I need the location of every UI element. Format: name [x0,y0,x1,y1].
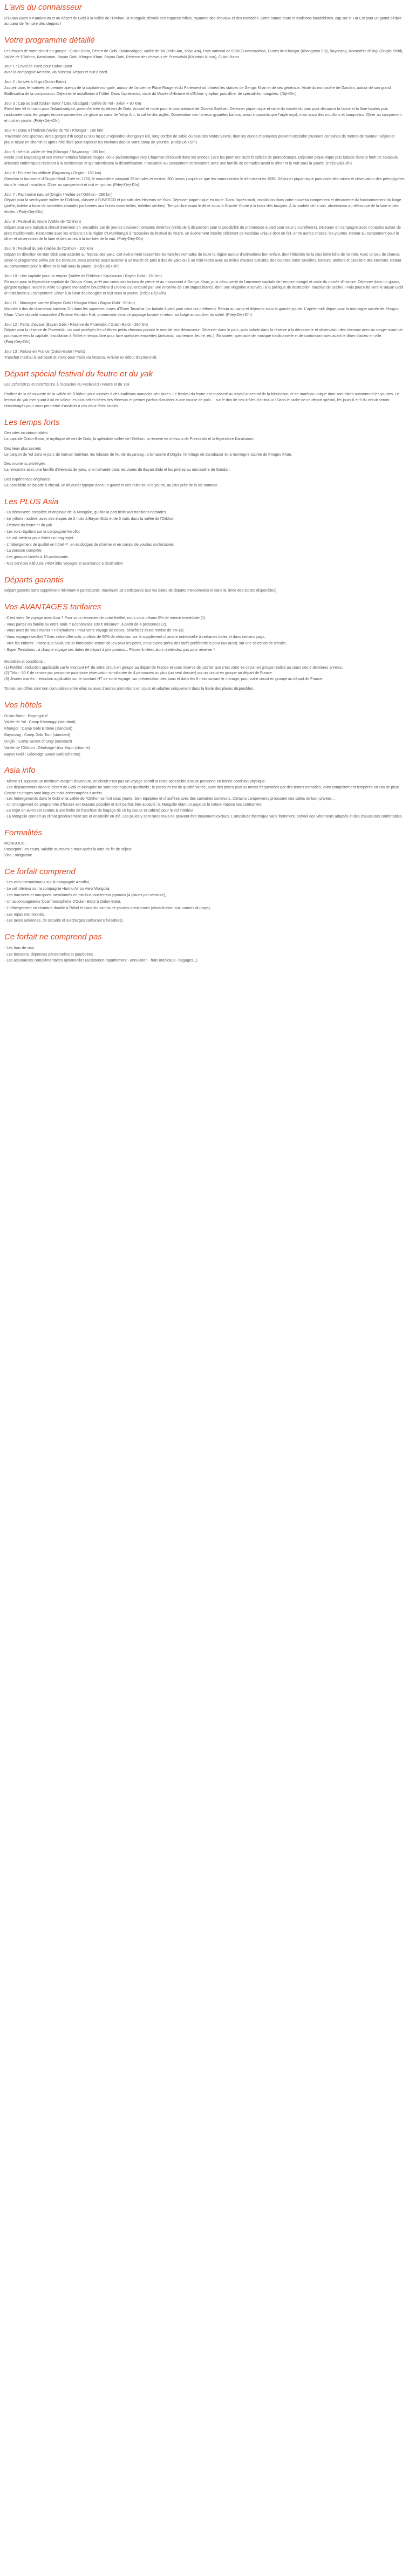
avantages-notes: Modalités et conditions : (1) Fidélité : réduction applicable sur le montant HT de votre circuit en groupe au départ de France et sous réserve de justifier que c'est votre 3e circuit en groupe réalisé au cours des 6 dernières années. (2) Tribu : 50 € de remise par personne pour toute réservation simultanée de 4 personnes ou plus (un seul dossier) sur un circuit en groupe au départ de France. (3) Jeunes mariés : réduction applicable sur le montant HT de votre voyage, sur présentation des bans et dans les 6 mois suivant le mariage, pour votre circuit en groupe au départ de France. [4,660,343,682]
comprend-item: - Les repas mentionnés, [4,912,45,917]
plus-item: - Le rythme modéré, avec des étapes de 2 nuits à Bayan Gobi et de 3 nuits dans la vallée de l'Orkhon [4,517,174,521]
section-asia-info [4,765,405,820]
page [0,0,409,980]
hotel-item: Ongiin : Camp Secret of Ongi (standard) [4,739,72,744]
days-list [4,64,405,361]
plus-item: - Les groupes limités à 18 participants [4,555,68,560]
avantage-item: - Vous partez en famille ou entre amis ? Économisez 100 € minimum, à partir de 4 personnes (2). [4,622,167,627]
section-title: Formalités [4,828,43,837]
day-item: Jour 8 : Festival du feutre (Vallée de l'Orkhon) Départ pour une balade à cheval d'environ 2h, encadrée par de jeunes cavaliers nomades émérites (véhicule à disposition pour la possibilité de promenade à pied pour ceux qui préfèrent). Déjeuner en campagne avec nomades autour de plats traditionnels. Rencontre avec les artisans de la région d'Uvurkhangai à l'occasion du festival du feutre, un évènement insolite célébrant ce matériau unique dont on fait, entre autres choses, les yourtes. Retour au campement pour le dîner et observation de la lune et des astres à la tombée de la nuit. (Pdéj+Déj+Dîn) [4,219,401,242]
plus-item: - La pension complète [4,549,42,553]
section-title: Ce forfait ne comprend pas [4,932,102,942]
section-title: Asia info [4,766,36,775]
section-title: Départs garantis [4,575,64,585]
section-title: Ce forfait comprend [4,867,76,876]
day-item: Jour 2 : Arrivée à Urga (Oulan-Bator) Accueil dans le matinée, et premier aperçu de la capitale mongole, autour de l'ancienne Place Rouge et du Parlement où trônent les statues de Gengis Khan et de ses généraux. Visite du monastère de Gandan, autour de son grand Bodhisattva de la compassion. Déjeuner et installation à l'hôtel. Dans l'après-midi, visite du Musée d'Histoire et d'Ethno- graphie, puis dîner de spécialités mongoles. (Dîjt+Dîn) [4,80,391,96]
section-title: L'avis du connaisseur [4,3,82,12]
comprend-item: - Les vols internationaux sur la compagnie Aeroflot, [4,881,90,885]
day-item: Jour 4 : Dune à l'horizon (Vallée de Yol / Khongor - 180 km) Traversée des spectaculaires gorges d'Ih Bogd (2 900 m) pour rejoindre Khongoryn Els, long cordon de sable où plus des Monts Sevrei, dont les dunes chantantes peuvent atteindre plusieurs centaines de mètres de hauteur. Déjeuner pique-nique en chemin et après-midi libre pour explorer les environs depuis votre camp de yourtes. (Pdéj+Déj+Dîn) [4,128,395,145]
plus-list [4,510,405,567]
section-temps-forts [4,417,405,489]
ne-comprend-list [4,946,405,965]
comprend-list [4,880,405,924]
avantage-item: - Vous voyagez seul(e) ? Avec notre offre solo, profitez de 50% de réduction sur le supplément chambre individuelle à certaines dates et dans certains pays. [4,635,265,640]
depart-dates: Les 22/07/2019 et 23/07/2019, à l'occasion du Festival du Feutre et du Yak [4,383,129,387]
comprend-item: - Les transferts et transports mentionnés en minibus tout-terrain japonais (4 places par véhicule), [4,894,166,898]
section-title: Vos hôtels [4,700,42,710]
depart-text: Profitez de la découverte de la vallée de l'Orkhon pour assister à des traditions nomades séculaires. Le festival du feutre est consacré au travail ancestral de la fabrication de ce matériau unique dont sont faites notamment les yourtes. Le festival du yak met quant à lui en valeur les plus belles bêtes des éleveurs et permet parfois d'assister à une course de polo… sur le dos de ces drôles d'animaux ! Dans le cadre de ce départ spécial, les jours 8 et 9 du circuit seront réaménagés pour vous permettre d'assister à ces deux fêtes locales. [4,393,399,408]
day-item: Jour 9 : Festival du yak (Vallée de l'Orkhon - 100 km) Départ en direction de Batt Ölzii pour assister au festival des yaks. Cet événement rassemble les familles nomades de toute la région autour d'animations bon enfant, dont l'élection de la plus belle bête de l'année. Avec un peu de chance, selon le programme prévu par les éleveurs, vous pourrez aussi assister à un match de polo à dos de yaks ou à un mini-rodéo avec au milieu d'autres activités, des courses entre cavaliers, lutteurs, archers et cavaliers des environs. Retour au campement pour le dîner et la nuit sous la yourte. (Pdéj+Déj+Dîn) [4,247,401,269]
day-item: Jour 3 : Cap au Sud (Oulan-Bator / Dalandzadgad / Vallée de Yol - avion + 90 km) Envol très tôt le matin pour Dalandzadgad, porte d'entrée du désert de Gobi. Accueil et route pour le parc national de Gurvan Saikhan. Déjeuner pique-nique et visite du musée du parc pour découvrir la faune et la flore locales puis randonnée dans les gorges encore parsemées de glace au cœur de Yolyn Am, la vallée des aigles. Observation des fameux gypaètes barbus, aussi imposants que l'aigle royal, mais aussi des mouflons et bouquetins. Dîner au campement et nuit en yourte. (Pdéj+Déj+Dîn) [4,101,402,123]
section-ne-comprend [4,932,405,964]
forts-text: Des lieux plus secrets Le canyon de Yol dans le parc de Gurvan Saikhan, les falaises de feu de Bayanzag, la lamaserie d'Ongiin, l'ermitage de Zanabazar et la montagne sacrée de Khogno Khan. [4,446,292,457]
forts-text: Des expériences originales La possibilité de balade à cheval, un déjeuner typique dans un guanz et des nuits sous la yourte, au plus près de la vie nomade. [4,478,219,487]
section-plus-asia [4,497,405,567]
section-programme [4,35,405,361]
plus-item: - Le vol intérieur pour éviter un long trajet [4,536,73,540]
avantages-footer: Toutes ces offres sont non cumulables entre elles ou avec d'autres promotions en cours et valables uniquement dans la limite des places disponibles. [4,687,254,691]
section-title: Vos AVANTAGES tarifaires [4,602,101,612]
comprend-item: - Un accompagnateur local francophone d'Oulan-Bator à Oulan-Bator, [4,899,121,904]
forts-text: Des sites incontournables La capitale Oulan-Bator, le mythique désert de Gobi, la splendide vallée de l'Orkhon, la réserve de chevaux de Przevalski et la légendaire Karakorum. [4,431,255,441]
avantage-item: - C'est votre 3e voyage avec Asia ? Pour vous remercier de votre fidélité, nous vous offrons 5% de remise immédiate (1). [4,616,207,620]
hotel-item: Bayanzag : Camp Gobi Tour (standard) [4,733,70,738]
section-formalites [4,828,405,859]
plus-item: - La découverte complète et originale de la Mongolie, qui fait la part belle aux traditions nomades [4,511,166,515]
day-item: Jour 13 : Retour en France (Oulan-Bator / Paris) Transfert matinal à l'aéroport et envol pour Paris via Moscou. Arrivée en début d'après-midi. [4,349,158,360]
avantages-list [4,616,405,654]
section-departs-garantis [4,575,405,594]
formalites-text: MONGOLIE : Passeport : en cours, valable au moins 6 mois après la date de fin de séjour. Visa : obligatoire. [4,842,132,857]
ne-comprend-item: - Les frais de visa [4,946,34,950]
section-title: Votre programme détaillé [4,36,95,45]
hotel-item: Vallée de l'Orkhon : Géolodge Ursa Major (charme) [4,746,90,750]
day-item: Jour 11 : Montagne sacrée (Bayan Gobi / Khogno Khan / Bayan Gobi - 60 km) Matinée à dos de chameaux bactrien 2h) dans les superbes dunes d'Elsen Tasarhai (ou balade à pied pour ceux qui préfèrent). Retour au camp et déjeuner sous la grande yourte. L'après-midi départ pour la montagne sacrée de Khogno Khan. Visite du petit monastère d'Erdene Hambiin Hiid, promenade dans ce paysage lunaire et retour au lodge au coucher du soleil. (Pdéj+Déj+Dîn) [4,301,399,317]
comprend-item: - L'hébergement en chambre double à l'hôtel et dans les camps de yourtes mentionnés (classification aux normes du pays), [4,906,211,910]
comprend-item: - Les taxes aériennes, de sécurité et surcharges carburant (révisables). [4,919,124,923]
comprend-item: - Le vol intérieur sur la compagnie Hunnu Air ou Aero Mongolia, [4,887,111,891]
plus-item: - L'hébergement de qualité en hôtel 4*, en écolodges de charme et en camps de yourtes confortables [4,542,174,547]
day-item: Jour 7 : Patrimoine naturel (Ongiin / Vallée de l'Orkhon - 290 km) Départ pour la verdoyante vallée de l'Orkhon, classée à l'UNESCO et paradis des éleveurs de Yaks. Déjeuner pique-nique en route. Dans l'après-midi, installation dans votre nouveau campement et découverte du fonctionnement du lodge (poêle, toilette à base de serviettes chaudes parfumées aux huiles essentielles, toilettes sèches). Temps libre avant le dîner sous la Grande Yourte à la lueur des bougies. À la tombée de la nuit, observation au télescope de la lune et des étoiles. (Pdéj+Déj+Dîn) [4,193,401,215]
garantis-text: Départ garantis sans supplément minimum 6 participants, maximum 18 participants (sur les dates de départs mentionnées et dans la limite des stocks disponibles). [4,589,278,593]
section-title: Les PLUS Asia [4,497,59,506]
avantage-item: - Vous avez de vous marier ? Félicitations ! Pour votre voyage de noces, bénéficiez d'une remise de 5% (3). [4,629,185,633]
ne-comprend-item: - Les assurances complémentaires optionnelles (assistance-rapatriement - annulation - frais médicaux - bagages...) [4,959,197,963]
section-hotels [4,700,405,758]
programme-intro: Les étapes de votre circuit en groupe : Oulan-Bator, Désert de Gobi, Dalanzadgad, Vallée de Yol (Yolin Am, Yolyn Am), Parc national de Gobi Gurvansaikhan, Dunes de Khongor (Khongoryn Els), Bayanzag, Monastère d'Ongi (Ongiin Khiid), Vallée de l'Orkhon, Karakorum, Bayan Gobi, Khogno Khan, Bayan Gobi, Réserve des chevaux de Przewalski (Khustain Nuruu), Oulan-Bator. [4,49,404,59]
hotel-item: Khongor : Camp Gobi Erdene (standard) [4,727,73,731]
section-title: Les temps forts [4,417,60,427]
plus-item: - Festival du feutre et du yak [4,523,52,527]
hotel-item: Bayan Gobi : Géolodge Sweet Gobi (charme) [4,752,80,757]
avantage-item: - Vive les enfants : Parce que l'Asia est un formidable terrain de jeu pour les petits, nous avons prévu des tarifs préférentiels pour eux aussi, sur une sélection de circuits. [4,642,287,646]
plus-item: - Les vols réguliers sur la compagnie Aeroflot [4,530,80,534]
day-item: Jour 5 : Vers la vallée de feu (Khongor / Bayanzag - 180 km) Route pour Bayanzag et ses monumentales falaises rouges, où le paléontologue Roy Chapman découvrit dans les années 1920 les premiers œufs fossilisés de protocératops. Déjeuner pique-nique puis balade dans la forêt de saxaouls, arbustes endémiques résistant à la sécheresse et qui ralentissent la désertification. Installation au campement et rencontre avec une famille de nomades avant le dîner et la nuit sous la yourte. (Pdéj+Déj+Dîn) [4,150,399,166]
section-text: D'Oulan-Bator à Karakorum et au désert de Gobi à la vallée de l'Orkhon, la Mongolie dévoile ses espaces infinis, royaume des chevaux et des nomades. Entre nature brute et traditions bouddhistes, cap sur le Far Est pour un grand périple au cœur de l'empire des steppes ! [4,16,402,26]
section-avantages [4,602,405,692]
hotel-item: Oulan-Bator : Bayangol 4* [4,714,49,718]
section-title: Départ spécial festival du feutre et du yak [4,369,153,379]
plus-item: - Nos services Allô Asia 24/24 inbo voyages et assistance à destination [4,562,123,566]
day-item: Jour 1 : Envol de Paris pour Oulan-Bator avec la compagnie Aeroflot, via Moscou. Repas et nuit à bord. [4,65,108,75]
day-item: Jour 10 : Une capitale pour un empire (Vallée de l'Orkhon / Karakorum / Bayan Gobi - 180 km) En route pour la légendaire capitale de Gengis Khan, arrêt aux curieuses tortues de pierre et au monument à Gengis Khan, puis découverte de l'ancienne capitale de l'empire mongol et visite du musée d'histoire. Déjeuner dans un guanz, gargote typique, avant la visite du grand monastère bouddhiste d'Erdene Zuu entouré par une enceinte de 108 stupas blancs, dont une vingtaine a survécu à la politique de destruction massive de Staline ! Puis poursuite vers le Bayan Gobi et installation au campement. Dîner à la lueur des bougies et nuit sous la yourte. (Pdéj+Déj+Dîn) [4,274,404,296]
avantage-item: - Super Tentations : à chaque voyage ses dates de départ à prix promos... Places limitées alors n'attendez pas pour réserver ! [4,648,215,652]
info-text: - Même s'il suppose un minimum d'esprit d'aventure, ce circuit n'est pas un voyage sportif et reste accessible à toute personne en bonne condition physique. - Les déplacements dans le désert de Gobi et Mongolie ne sont pas toujours qualitatifs ; le parcours est de qualité variée, avec des pistes plus ou moins fréquentées par des tentes nomades, voire complètement tempérés en cas de pluie. Certaines étapes sont longues mais entrecoupées d'arrêts. - Les hébergements dans le Gobi et la vallée de l'Orkhon se font sous yourte, bien équipées et chauffées avec des sanitaires communs. Certains campements proposent des salles de bain privées... - Un changement de programme d'horaire est toujours possible et doit parfois être accepté, la Mongolie étant un pays où la nature impose ses contraintes. - Le trajet en avion est soumis à une limite de franchise de bagage de 15 kg (soute et cabine) pour le vol intérieur. - La Mongolie connaît un climat généralement sec et ensoleillé en été. Les pluies y sont rares mais ne peuvent être totalement exclues. L'amplitude thermique varie fortement, prévoir des vêtements adaptés et des chaussures confortables. [4,779,403,819]
hotel-item: Vallée de Yol : Camp Khatanggi (standard) [4,720,76,725]
section-depart-special [4,369,405,410]
section-avis [4,2,405,28]
hotels-list [4,714,405,758]
section-comprend [4,867,405,924]
forts-text: Des moments privilégiés La rencontre avec une famille d'éleveurs de yaks, une méharée dans les dunes du Bayan Gobi et les prières au monastère de Gandan. [4,462,231,472]
day-item: Jour 6 : En terre bouddhiste (Bayanzag / Ongiin - 150 km) Direction la lamaserie d'Ongiin Khiid. Créé en 1760, le monastère comptait 25 temples et environ 300 lamas jusqu'à ce que les communistes le détruisent en 1938. Déjeuner pique-nique puis visite des ruines et observation des pétroglyphes dans le massif rocailleux. Dîner au campement et nuit en yourte. (Pdéj+Déj+Dîn) [4,171,405,187]
day-item: Jour 12 : Petits chevaux (Bayan Gobi / Réserve de Przevalski / Oulan-Bator - 280 km) Départ pour la réserve de Przevalski, où sont protégés les célèbres petits chevaux portant le nom de leur découvreur. Déjeuner dans le parc, puis balade dans la réserve à la découverte et observation des chevaux avec un ranger avant de poursuivre vers la capitale. Installation à l'hôtel et temps libre pour faire quelques emplettes (artisanat, cachemire, feutre, etc.). En soirée, spectacle de musique traditionnelle et de contorsionnistes avant le dîner d'adieu en ville. (Pdéj+Déj+Dîn) [4,322,403,345]
ne-comprend-item: - Les boissons, dépenses personnelles et pourboires, [4,952,94,957]
